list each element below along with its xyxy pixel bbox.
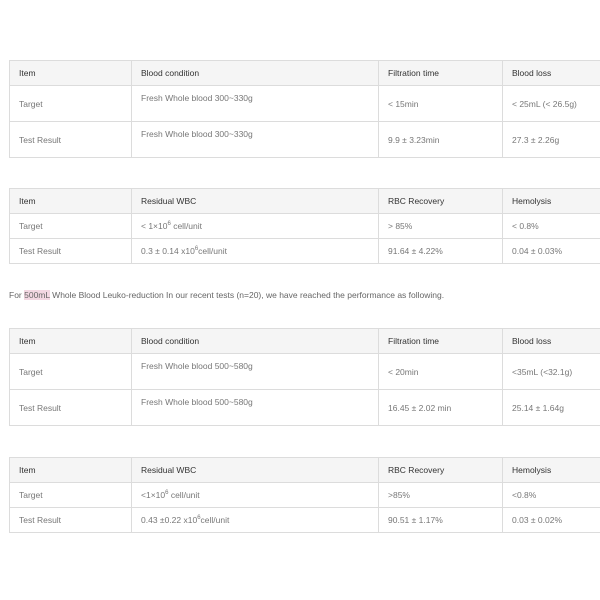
cell-item: Test Result	[10, 508, 132, 533]
cell-filtration-time: 16.45 ± 2.02 min	[379, 390, 503, 426]
table-row	[10, 390, 600, 426]
wbc-value: < 1×10	[141, 221, 168, 231]
cell-blood-condition: Fresh Whole blood 500~580g	[132, 354, 379, 390]
table-row	[10, 508, 600, 533]
cell-hemolysis: <0.8%	[503, 483, 600, 508]
cell-rbc-recovery: >85%	[379, 483, 503, 508]
table-row	[10, 239, 600, 264]
header-hemolysis: Hemolysis	[503, 458, 600, 483]
cell-blood-loss: <35mL (<32.1g)	[503, 354, 600, 390]
cell-hemolysis: 0.03 ± 0.02%	[503, 508, 600, 533]
table-header-row	[10, 189, 600, 214]
cell-blood-condition: Fresh Whole blood 300~330g	[132, 122, 379, 158]
cell-filtration-time: < 20min	[379, 354, 503, 390]
header-item: Item	[10, 458, 132, 483]
cell-item: Test Result	[10, 122, 132, 158]
quality-table-300ml	[9, 188, 600, 264]
cell-residual-wbc	[132, 483, 379, 508]
cell-hemolysis: 0.04 ± 0.03%	[503, 239, 600, 264]
cell-item: Target	[10, 483, 132, 508]
table-header-row	[10, 458, 600, 483]
cell-filtration-time: < 15min	[379, 86, 503, 122]
paragraph-text-start: For	[9, 290, 25, 300]
header-blood-condition: Blood condition	[132, 61, 379, 86]
header-blood-condition: Blood condition	[132, 329, 379, 354]
wbc-unit: cell/unit	[198, 246, 227, 256]
header-blood-loss: Blood loss	[503, 61, 600, 86]
header-residual-wbc: Residual WBC	[132, 458, 379, 483]
header-rbc-recovery: RBC Recovery	[379, 458, 503, 483]
cell-blood-condition: Fresh Whole blood 300~330g	[132, 86, 379, 122]
performance-table-300ml	[9, 60, 600, 158]
table-row	[10, 483, 600, 508]
cell-blood-loss: < 25mL (< 26.5g)	[503, 86, 600, 122]
header-residual-wbc: Residual WBC	[132, 189, 379, 214]
wbc-value: 0.3 ± 0.14 x10	[141, 246, 195, 256]
cell-item: Target	[10, 86, 132, 122]
cell-rbc-recovery: 90.51 ± 1.17%	[379, 508, 503, 533]
table-header-row	[10, 329, 600, 354]
cell-blood-loss: 27.3 ± 2.26g	[503, 122, 600, 158]
cell-item: Test Result	[10, 390, 132, 426]
header-hemolysis: Hemolysis	[503, 189, 600, 214]
cell-item: Test Result	[10, 239, 132, 264]
wbc-exponent: 6	[167, 221, 171, 228]
header-filtration-time: Filtration time	[379, 61, 503, 86]
wbc-value: <1×10	[141, 490, 166, 500]
cell-item: Target	[10, 214, 132, 239]
header-item: Item	[10, 189, 132, 214]
cell-blood-loss: 25.14 ± 1.64g	[503, 390, 600, 426]
cell-rbc-recovery: > 85%	[379, 214, 503, 239]
cell-blood-condition: Fresh Whole blood 500~580g	[132, 390, 379, 426]
header-blood-loss: Blood loss	[503, 329, 600, 354]
wbc-exponent: 6	[197, 515, 201, 522]
wbc-exponent: 6	[165, 490, 169, 497]
paragraph-text-end: Whole Blood Leuko-reduction In our recent tests (n=20), we have reached the performance as following.	[49, 290, 445, 300]
intro-paragraph	[9, 290, 600, 300]
cell-residual-wbc	[132, 508, 379, 533]
highlighted-volume: 500mL	[24, 290, 50, 300]
cell-filtration-time: 9.9 ± 3.23min	[379, 122, 503, 158]
table-header-row	[10, 61, 600, 86]
cell-rbc-recovery: 91.64 ± 4.22%	[379, 239, 503, 264]
table-row	[10, 122, 600, 158]
table-row	[10, 214, 600, 239]
quality-table-500ml	[9, 457, 600, 533]
cell-residual-wbc	[132, 214, 379, 239]
wbc-exponent: 6	[194, 246, 199, 253]
header-rbc-recovery: RBC Recovery	[379, 189, 503, 214]
cell-item: Target	[10, 354, 132, 390]
wbc-unit: cell/unit	[200, 515, 230, 525]
cell-hemolysis: < 0.8%	[503, 214, 600, 239]
wbc-unit: cell/unit	[168, 490, 200, 500]
wbc-value: 0.43 ±0.22 x10	[141, 515, 198, 525]
wbc-unit: cell/unit	[170, 221, 203, 231]
table-row	[10, 86, 600, 122]
performance-table-500ml	[9, 328, 600, 426]
header-item: Item	[10, 329, 132, 354]
header-filtration-time: Filtration time	[379, 329, 503, 354]
cell-residual-wbc	[132, 239, 379, 264]
header-item: Item	[10, 61, 132, 86]
table-row	[10, 354, 600, 390]
